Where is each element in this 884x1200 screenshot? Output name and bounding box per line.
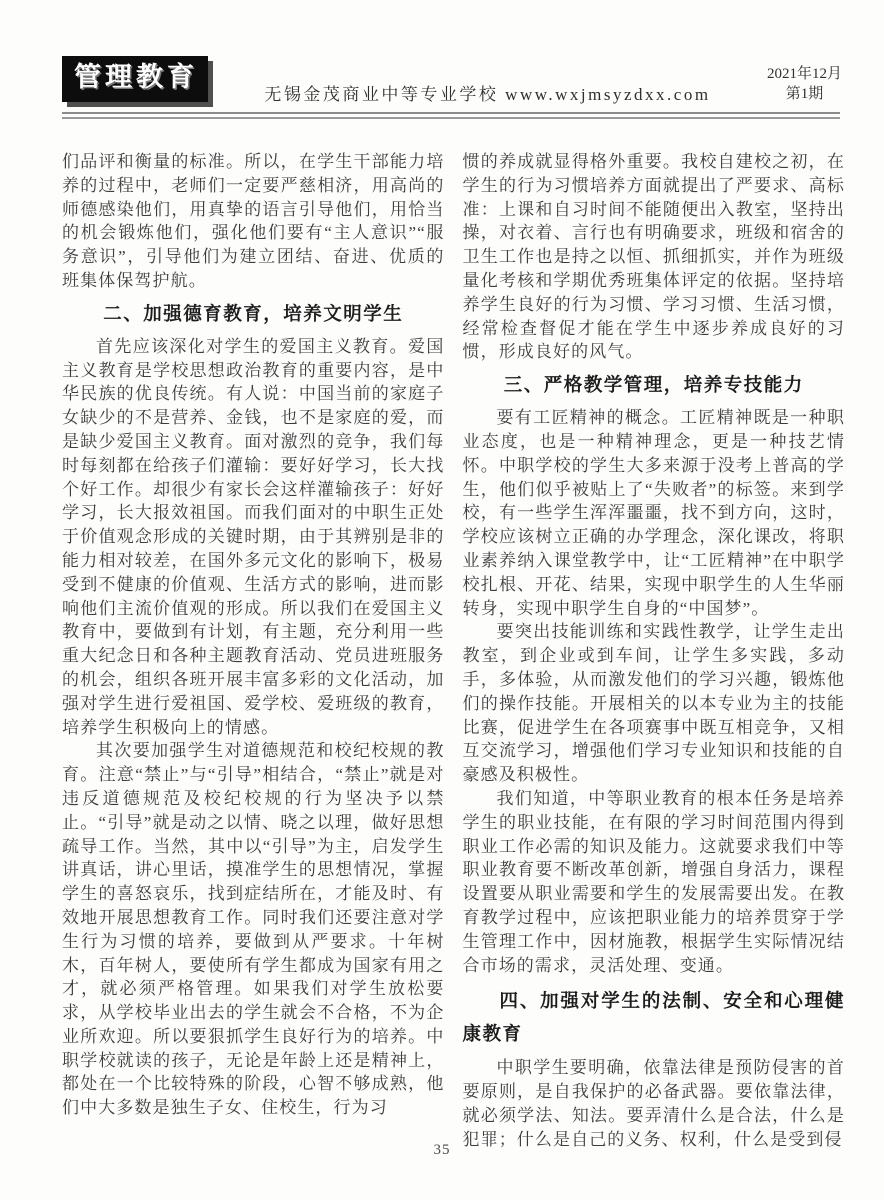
paragraph-law-safety: 中职学生要明确，依靠法律是预防侵害的首要原则，是自我保护的必备武器。要依靠法律，就必须学法、知法。要弄清什么是合法，什么是犯罪；什么是自己的义务、权利，什么是受到侵 xyxy=(462,1058,845,1149)
article-body xyxy=(62,150,845,1151)
journal-logo: 管理教育 xyxy=(62,56,208,102)
section-heading-2: 二、加强德育教育，培养文明学生 xyxy=(103,303,404,325)
section-heading-4: 四、加强对学生的法制、安全和心理健康教育 xyxy=(462,991,845,1046)
right-column xyxy=(463,150,846,1151)
paragraph-vocational-education: 我们知道，中等职业教育的根本任务是培养学生的职业技能，在有限的学习时间范围内得到职业工作必需的知识及能力。这就要求我们中等职业教育要不断改革创新，增强自身活力，课程设置要从职业需要和学生的发展需要出发。在教育教学过程中，应该把职业能力的培养贯穿于学生管理工作中，因材施教，根据学生实际情况结合市场的需求，灵活处理、变通。 xyxy=(462,788,845,975)
page-number: 35 xyxy=(433,1142,451,1158)
paragraph-continuation-right: 惯的养成就显得格外重要。我校自建校之初，在学生的行为习惯培养方面就提出了严要求、高标准：上课和自习时间不能随便出入教室，坚持出操，对衣着、言行也有明确要求，班级和宿舍的卫生工作也是持之以恒、抓细抓实，并作为班级量化考核和学期优秀班集体评定的依据。坚持培养学生良好的行为习惯、学习习惯、生活习惯，经常检查督促才能在学生中逐步养成良好的习惯，形成良好的风气。 xyxy=(462,152,845,362)
section-heading-3: 三、严格教学管理，培养专技能力 xyxy=(503,375,804,397)
issue-date: 2021年12月 xyxy=(766,66,842,82)
paragraph-skill-practice: 要突出技能训练和实践性教学，让学生走出教室，到企业或到车间，让学生多实践，多动手，多体验，从而激发他们的学习兴趣，锻炼他们的操作技能。开展相关的以本专业为主的技能比赛，促进学生在各项赛事中既互相竞争，又相互交流学习，增强他们学习专业知识和技能的自豪感及积极性。 xyxy=(462,622,845,785)
paragraph-craftsman-spirit: 要有工匠精神的概念。工匠精神既是一种职业态度，也是一种精神理念，更是一种技艺情怀。中职学校的学生大多来源于没考上普高的学生，他们似乎被贴上了“失败者”的标签。来到学校，有一些学生浑浑噩噩，找不到方向，这时，学校应该树立正确的办学理念，深化课改，将职业素养纳入课堂教学中，让“工匠精神”在中职学校扎根、开花、结果，实现中职学生的人生华丽转身，实现中职学生自身的“中国梦”。 xyxy=(462,408,845,618)
issue-number: 第1期 xyxy=(785,86,824,102)
left-column xyxy=(62,150,445,1151)
page-footer xyxy=(0,1142,884,1159)
header-divider xyxy=(62,112,840,119)
page-header xyxy=(62,56,842,105)
paragraph-discipline: 其次要加强学生对道德规范和校纪校规的教育。注意“禁止”与“引导”相结合，“禁止”就是对违反道德规范及校纪校规的行为坚决予以禁止。“引导”就是动之以情、晓之以理，做好思想疏导工作。当然，其中以“引导”为主，启发学生讲真话，讲心里话，摸准学生的思想情况，掌握学生的喜怒哀乐，找到症结所在，才能及时、有效地开展思想教育工作。同时我们还要注意对学生行为习惯的培养，要做到从严要求。十年树木，百年树人，要使所有学生都成为国家有用之才，就必须严格管理。如果我们对学生放松要求，从学校毕业出去的学生就会不合格，不为企业所欢迎。所以要狠抓学生良好行为的培养。中职学校就读的孩子，无论是年龄上还是精神上，都处在一个比较特殊的阶段，心智不够成熟，他们中大多数是独生子女、住校生，行为习 xyxy=(62,741,445,1118)
issue-info xyxy=(767,64,842,104)
paragraph-continuation-left: 们品评和衡量的标准。所以，在学生干部能力培养的过程中，老师们一定要严慈相济，用高尚的师德感染他们，用真挚的语言引导他们，用恰当的机会锻炼他们，强化他们要有“主人意识”“服务意识”，引导他们为建立团结、奋进、优质的班集体保驾护航。 xyxy=(62,152,445,290)
school-name-and-site: 无锡金茂商业中等专业学校 www.wxjmsyzdxx.com xyxy=(264,85,711,104)
paragraph-patriotism: 首先应该深化对学生的爱国主义教育。爱国主义教育是学校思想政治教育的重要内容，是中华民族的优良传统。有人说：中国当前的家庭子女缺少的不是营养、金钱，也不是家庭的爱，而是缺少爱国主义教育。面对激烈的竞争，我们每时每刻都在给孩子们灌输：要好好学习，长大找个好工作。却很少有家长会这样灌输孩子：好好学习，长大报效祖国。而我们面对的中职生正处于价值观念形成的关键时期，由于其辨别是非的能力相对较差，在国外多元文化的影响下，极易受到不健康的价值观、生活方式的影响，进而影响他们主流价值观的形成。所以我们在爱国主义教育中，要做到有计划，有主题，充分利用一些重大纪念日和各种主题教育活动、党员进班服务的机会，组织各班开展丰富多彩的文化活动，加强对学生进行爱祖国、爱学校、爱班级的教育，培养学生积极向上的情感。 xyxy=(62,336,445,737)
